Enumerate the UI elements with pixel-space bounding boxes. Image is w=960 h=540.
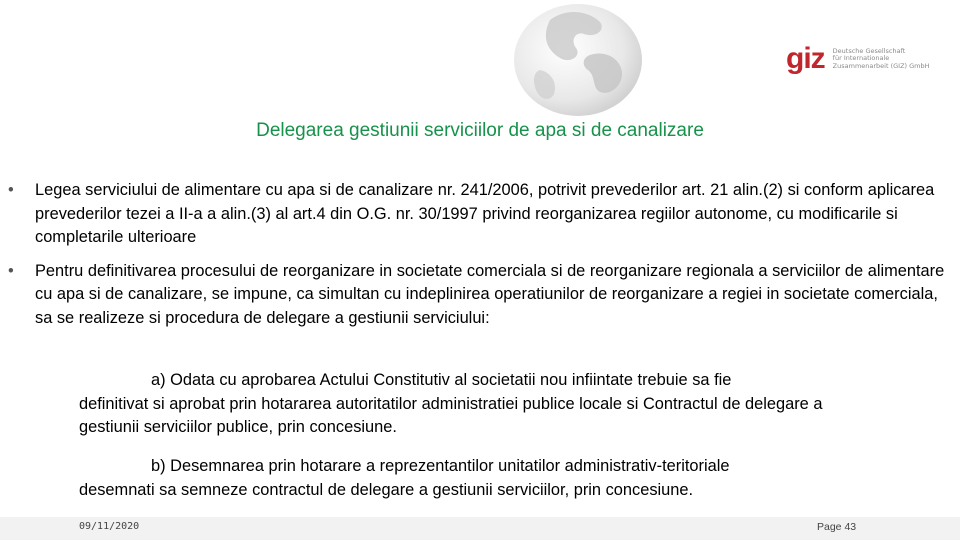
- bullet-list: [8, 179, 952, 340]
- paragraph-b: [79, 455, 879, 502]
- logo-mark: giz: [786, 42, 825, 75]
- paragraph-a-rest: definitivat si aprobat prin hotararea autoritatilor administratiei publice locale si Contractul de delegare a gestiunii serviciilor publice, prin concesiune.: [79, 394, 823, 436]
- paragraph-a: [79, 369, 879, 440]
- bullet-item: [8, 179, 952, 250]
- paragraph-a-first-line: a) Odata cu aprobarea Actului Constitutiv al societatii nou infiintate trebuie sa fie: [151, 371, 732, 389]
- giz-logo: [786, 44, 930, 74]
- bullet-text: Legea serviciului de alimentare cu apa si de canalizare nr. 241/2006, potrivit prevederilor art. 21 alin.(2) si conform aplicarea prevederilor tezei a II-a a alin.(3) al art.4 din O.G. nr. 30/1997 privind reorganizarea regiilor autonome, cu modificarile si completarile ulterioare: [35, 181, 935, 246]
- logo-line: für Internationale: [832, 54, 890, 63]
- slide-title: Delegarea gestiunii serviciilor de apa si de canalizare: [256, 120, 704, 141]
- logo-text: [833, 48, 930, 71]
- bullet-text: Pentru definitivarea procesului de reorganizare in societate comerciala si de reorganizare regionala a serviciilor de alimentare cu apa si de canalizare, se impune, ca simultan cu indeplinirea operatiunilor de reorganizare a regiei in societate comerciala, sa se realizeze si procedura de delegare a gestiunii serviciului:: [35, 261, 945, 327]
- logo-line: Deutsche Gesellschaft: [832, 46, 906, 55]
- bullet-icon: •: [8, 261, 14, 280]
- footer-bar: [0, 517, 960, 540]
- footer-date: 09/11/2020: [79, 521, 140, 532]
- globe-graphic: [510, 0, 650, 125]
- logo-line: Zusammenarbeit (GIZ) GmbH: [832, 61, 930, 70]
- bullet-icon: •: [8, 181, 14, 199]
- paragraph-b-first-line: b) Desemnarea prin hotarare a reprezentantilor unitatilor administrativ-teritoriale: [151, 457, 730, 475]
- paragraph-b-rest: desemnati sa semneze contractul de delegare a gestiunii serviciilor, prin concesiune.: [79, 480, 694, 499]
- footer-page-number: Page 43: [817, 521, 857, 533]
- bullet-item: [8, 260, 952, 331]
